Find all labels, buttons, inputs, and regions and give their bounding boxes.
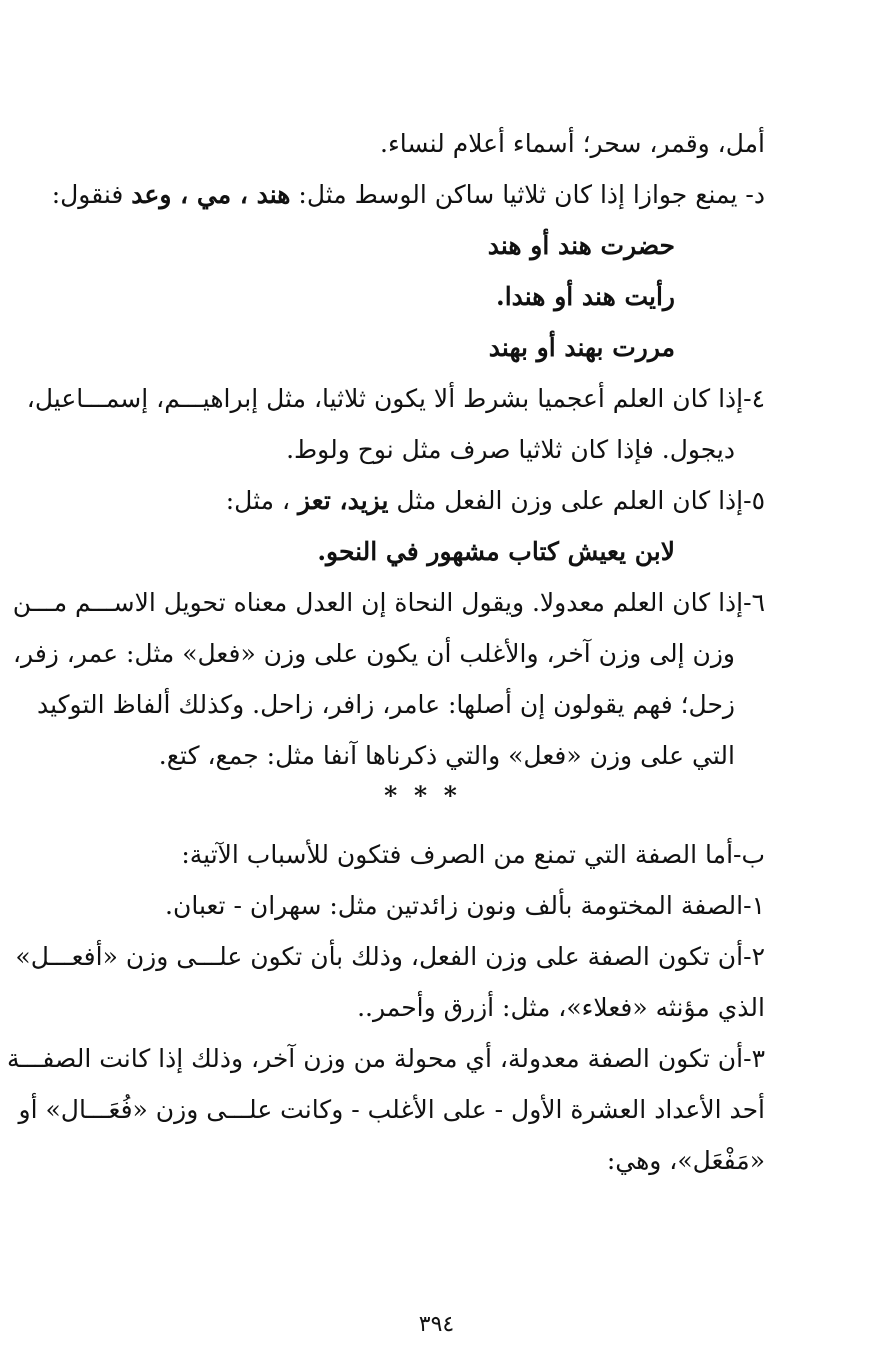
page-body — [7, 118, 765, 1186]
text-span: د- يمنع جوازا إذا كان ثلاثيا ساكن الوسط مثل: — [298, 180, 765, 209]
text-line: ٤-إذا كان العلم أعجميا بشرط ألا يكون ثلاثيا، مثل إبراهيـــم، إسمـــاعيل، — [26, 384, 765, 413]
example-names: يزيد، تعز — [298, 486, 389, 515]
example-line: حضرت هند أو هند — [487, 231, 675, 260]
text-line: ١-الصفة المختومة بألف ونون زائدتين مثل: سهران - تعبان. — [165, 891, 765, 920]
text-line: «مَفْعَل»، وهي: — [606, 1146, 765, 1175]
text-line — [51, 169, 765, 220]
text-line: أحد الأعداد العشرة الأول - على الأغلب - وكانت علـــى وزن «فُعَـــال» أو — [18, 1095, 765, 1124]
text-line: زحل؛ فهم يقولون إن أصلها: عامر، زافر، زاحل. وكذلك ألفاظ التوكيد — [36, 690, 735, 719]
text-line — [80, 475, 765, 526]
section-heading: ب-أما الصفة التي تمنع من الصرف فتكون للأسباب الآتية: — [181, 840, 765, 869]
text-line: ٣-أن تكون الصفة معدولة، أي محولة من وزن آخر، وذلك إذا كانت الصفـــة — [7, 1044, 765, 1073]
example-line: رأيت هند أو هندا. — [495, 282, 675, 311]
section-separator: * * * — [384, 781, 461, 810]
text-line: الذي مؤنثه «فعلاء»، مثل: أزرق وأحمر.. — [357, 993, 765, 1022]
example-line: لابن يعيش كتاب مشهور في النحو. — [317, 537, 675, 566]
text-line: ديجول. فإذا كان ثلاثيا صرف مثل نوح ولوط. — [286, 435, 735, 464]
text-line: ٦-إذا كان العلم معدولا. ويقول النحاة إن العدل معناه تحويل الاســـم مـــن — [12, 588, 765, 617]
text-line: وزن إلى وزن آخر، والأغلب أن يكون على وزن «فعل» مثل: عمر، زفر، — [12, 639, 735, 668]
text-span: فنقول: — [51, 180, 124, 209]
example-line: مررت بهند أو بهند — [488, 333, 675, 362]
text-line: التي على وزن «فعل» والتي ذكرناها آنفا مثل: جمع، كتع. — [158, 741, 735, 770]
example-names: هند ، مي ، وعد — [131, 180, 291, 209]
text-span: ، مثل: — [225, 486, 291, 515]
text-line: أمل، وقمر، سحر؛ أسماء أعلام لنساء. — [380, 129, 765, 158]
text-line: ٢-أن تكون الصفة على وزن الفعل، وذلك بأن تكون علـــى وزن «أفعـــل» — [15, 942, 765, 971]
page-number: ٣٩٤ — [418, 1312, 455, 1337]
text-span: ٥-إذا كان العلم على وزن الفعل مثل — [396, 486, 765, 515]
